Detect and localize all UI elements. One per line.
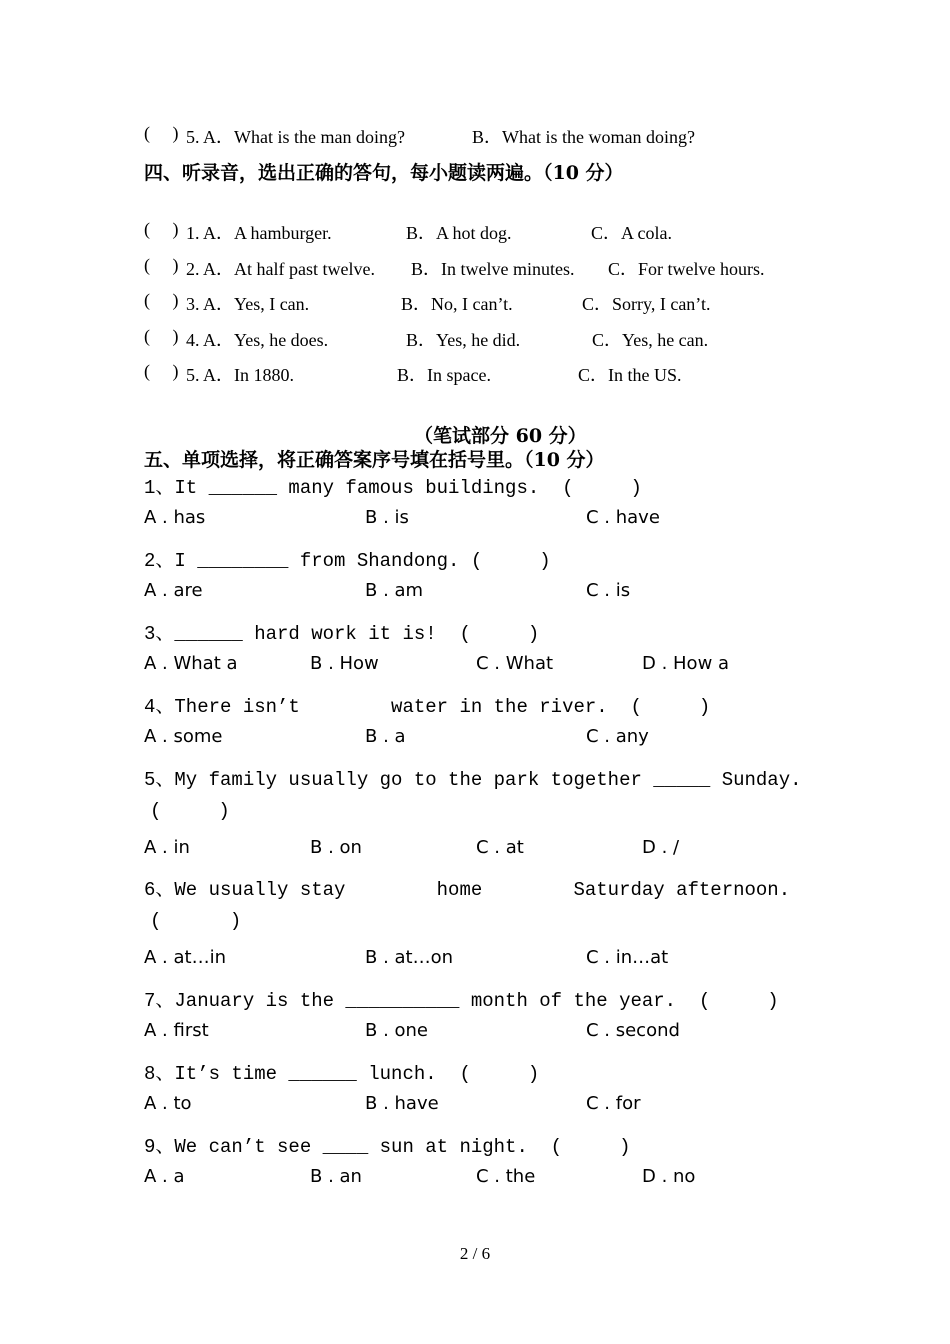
option-b: B．Yes, he did. bbox=[406, 330, 521, 350]
option: D . / bbox=[642, 837, 680, 858]
option: A . has bbox=[144, 507, 206, 528]
option-a: 5. A．What is the man doing? bbox=[186, 127, 405, 147]
option: A . What a bbox=[144, 653, 238, 674]
page-number: 2 / 6 bbox=[459, 1244, 491, 1263]
option: A . to bbox=[144, 1093, 192, 1114]
option: A . first bbox=[144, 1020, 209, 1041]
section5-heading: 五、单项选择，将正确答案序号填在括号里。（10 分） bbox=[144, 449, 605, 471]
option: C . second bbox=[586, 1020, 680, 1041]
option: A . are bbox=[144, 580, 203, 601]
question-text: 6、We usually stay home Saturday afternoon. bbox=[144, 879, 791, 901]
option: C . the bbox=[476, 1166, 536, 1187]
option-c: C．Sorry, I can’t. bbox=[582, 294, 711, 314]
option: A . in bbox=[144, 837, 190, 858]
question-text: 8、It’s time ______ lunch. ( ) bbox=[144, 1063, 540, 1085]
option: B . am bbox=[365, 580, 424, 601]
answer-paren: ( ) bbox=[144, 361, 179, 381]
option: B . is bbox=[365, 507, 409, 528]
question-text: 2、I ________ from Shandong. ( ) bbox=[144, 550, 551, 572]
option-a: 1. A．A hamburger. bbox=[186, 223, 332, 243]
answer-paren: ( ) bbox=[144, 326, 179, 346]
answer-paren: ( ) bbox=[150, 800, 230, 822]
option: B . on bbox=[310, 837, 362, 858]
option: C . is bbox=[586, 580, 631, 601]
option: B . an bbox=[310, 1166, 362, 1187]
option-c: C．For twelve hours. bbox=[608, 259, 765, 279]
option-c: C．A cola. bbox=[591, 223, 672, 243]
option-b: B．In space. bbox=[397, 365, 491, 385]
answer-paren: ( ) bbox=[150, 910, 242, 932]
option: B . one bbox=[365, 1020, 429, 1041]
option: C . in…at bbox=[586, 947, 669, 968]
question-text: 9、We can’t see ____ sun at night. ( ) bbox=[144, 1136, 631, 1158]
option-c: C．Yes, he can. bbox=[592, 330, 709, 350]
option: B . a bbox=[365, 726, 406, 747]
answer-paren: ( ) bbox=[144, 255, 179, 275]
option: A . at…in bbox=[144, 947, 226, 968]
question-text: 7、January is the __________ month of the year. ( ) bbox=[144, 990, 779, 1012]
option: C . at bbox=[476, 837, 524, 858]
answer-paren: ( ) bbox=[144, 219, 179, 239]
option-a: 5. A．In 1880. bbox=[186, 365, 294, 385]
option: C . for bbox=[586, 1093, 641, 1114]
option-a: 4. A．Yes, he does. bbox=[186, 330, 329, 350]
written-part-title: （笔试部分 60 分） bbox=[414, 425, 587, 447]
option: B . How bbox=[310, 653, 379, 674]
question-text: 4、There isn’t water in the river. ( ) bbox=[144, 696, 711, 718]
option-b: B．What is the woman doing? bbox=[472, 127, 695, 147]
option: D . no bbox=[642, 1166, 696, 1187]
option: C . any bbox=[586, 726, 649, 747]
option-a: 3. A．Yes, I can. bbox=[186, 294, 310, 314]
section4-heading: 四、听录音，选出正确的答句，每小题读两遍。（10 分） bbox=[144, 162, 624, 184]
option: A . some bbox=[144, 726, 223, 747]
option-b: B．In twelve minutes. bbox=[411, 259, 575, 279]
answer-paren: ( ) bbox=[144, 290, 179, 310]
option: B . have bbox=[365, 1093, 439, 1114]
option: A . a bbox=[144, 1166, 185, 1187]
option: C . have bbox=[586, 507, 660, 528]
option-c: C．In the US. bbox=[578, 365, 682, 385]
question-text: 5、My family usually go to the park together _____ Sunday. bbox=[144, 769, 802, 791]
question-text: 3、______ hard work it is! ( ) bbox=[144, 623, 540, 645]
option-a: 2. A．At half past twelve. bbox=[186, 259, 375, 279]
option-b: B．A hot dog. bbox=[406, 223, 512, 243]
option: D . How a bbox=[642, 653, 730, 674]
option: B . at…on bbox=[365, 947, 454, 968]
question-text: 1、It ______ many famous buildings. ( ) bbox=[144, 477, 642, 499]
option: C . What bbox=[476, 653, 554, 674]
option-b: B．No, I can’t. bbox=[401, 294, 513, 314]
answer-paren: ( ) bbox=[144, 123, 179, 143]
